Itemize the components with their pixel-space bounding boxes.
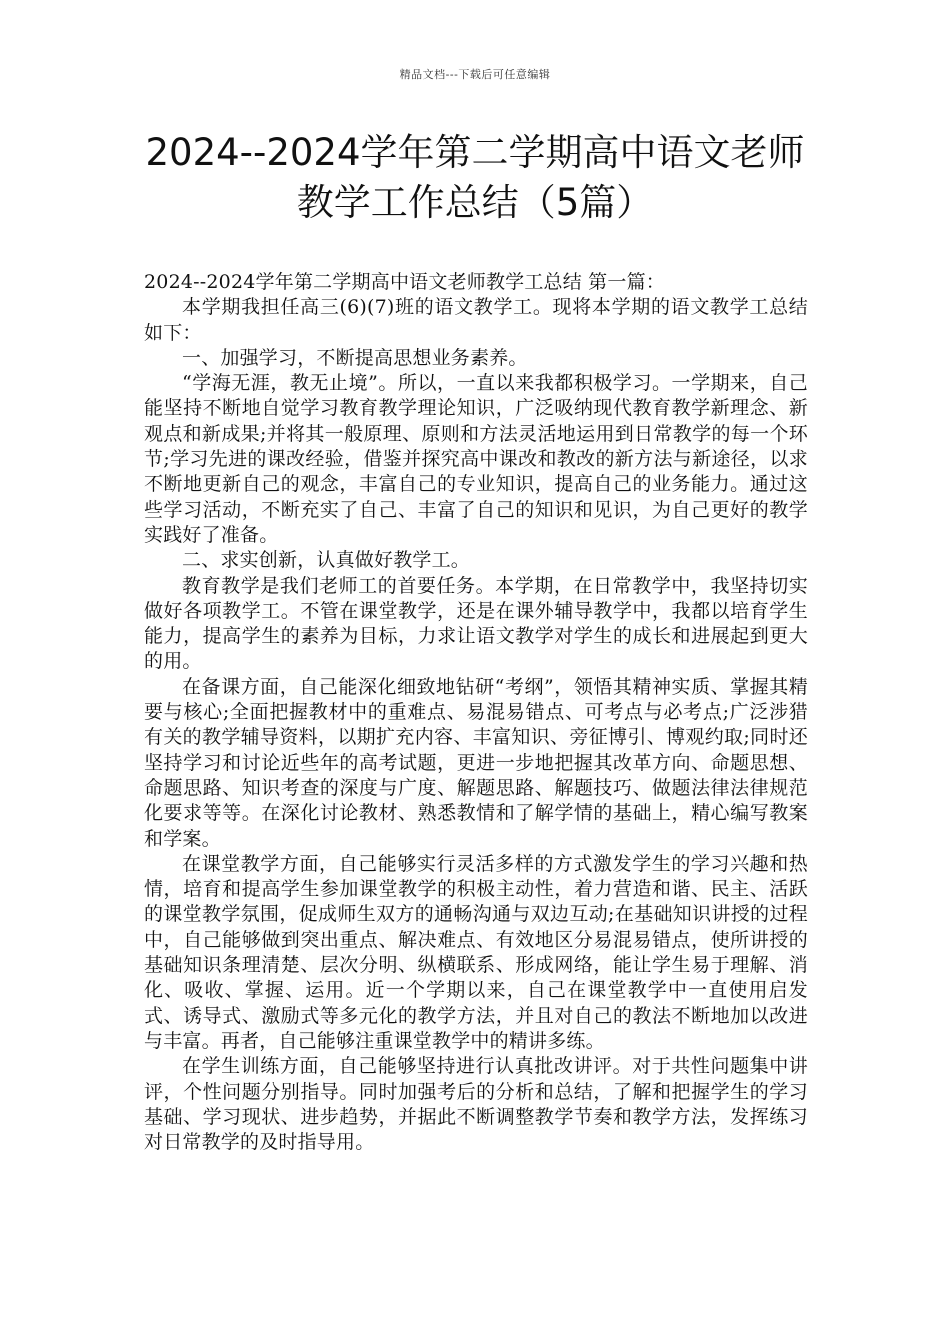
section-heading-2: 二、求实创新，认真做好教学工。 [182, 549, 471, 572]
section-heading-first: 2024--2024学年第二学期高中语文老师教学工总结 第一篇： [144, 271, 665, 293]
body-paragraph: 在课堂教学方面，自己能够实行灵活多样的方式激发学生的学习兴趣和热情，培育和提高学生参加课堂教学的积极主动性，着力营造和谐、民主、活跃的课堂教学氛围，促成师生双方的通畅沟通与双边互动;在基础知识讲授的过程中，自己能够做到突出重点、解决难点、有效地区分易混易错点，使所讲授的基础知识条理清楚、层次分明、纵横联系、形成网络，能让学生易于理解、消化、吸收、掌握、运用。近一个学期以来，自己在课堂教学中一直使用启发式、诱导式、激励式等多元化的教学方法，并且对自己的教法不断地加以改进与丰富。再者，自己能够注重课堂教学中的精讲多练。 [144, 852, 808, 1052]
section-heading-1: 一、加强学习，不断提高思想业务素养。 [182, 346, 528, 369]
document-title [90, 128, 860, 228]
page-header-watermark: 精品文档---下载后可任意编辑 [399, 68, 551, 81]
title-line-1: 2024--2024学年第二学期高中语文老师 [145, 131, 805, 174]
intro-paragraph: 本学期我担任高三(6)(7)班的语文教学工。现将本学期的语文教学工总结如下： [144, 296, 808, 344]
document-body [144, 270, 808, 1155]
body-paragraph: “学海无涯，教无止境”。所以，一直以来我都积极学习。一学期来，自己能坚持不断地自觉学习教育教学理论知识，广泛吸纳现代教育教学新理念、新观点和新成果;并将其一般原理、原则和方法灵活地运用到日常教学的每一个环节;学习先进的课改经验，借鉴并探究高中课改和教改的新方法与新途径，以求不断地更新自己的观念，丰富自己的专业知识，提高自己的业务能力。通过这些学习活动，不断充实了自己、丰富了自己的知识和见识，为自己更好的教学实践好了准备。 [144, 372, 808, 546]
title-line-2: 教学工作总结（5篇） [296, 181, 654, 224]
body-paragraph: 在备课方面，自己能深化细致地钻研“考纲”，领悟其精神实质、掌握其精要与核心;全面把握教材中的重难点、易混易错点、可考点与必考点;广泛涉猎有关的教学辅导资料，以期扩充内容、丰富知识、旁征博引、博观约取;同时还坚持学习和讨论近些年的高考试题，更进一步地把握其改革方向、命题思想、命题思路、知识考查的深度与广度、解题思路、解题技巧、做题法律法律规范化要求等等。在深化讨论教材、熟悉教情和了解学情的基础上，精心编写教案和学案。 [144, 675, 808, 850]
body-paragraph: 教育教学是我们老师工的首要任务。本学期，在日常教学中，我坚持切实做好各项教学工。不管在课堂教学，还是在课外辅导教学中，我都以培育学生能力，提高学生的素养为目标，力求让语文教学对学生的成长和进展起到更大的用。 [144, 574, 808, 673]
body-paragraph: 在学生训练方面，自己能够坚持进行认真批改讲评。对于共性问题集中讲评，个性问题分别指导。同时加强考后的分析和总结，了解和把握学生的学习基础、学习现状、进步趋势，并据此不断调整教学节奏和教学方法，发挥练习对日常教学的及时指导用。 [144, 1055, 808, 1154]
